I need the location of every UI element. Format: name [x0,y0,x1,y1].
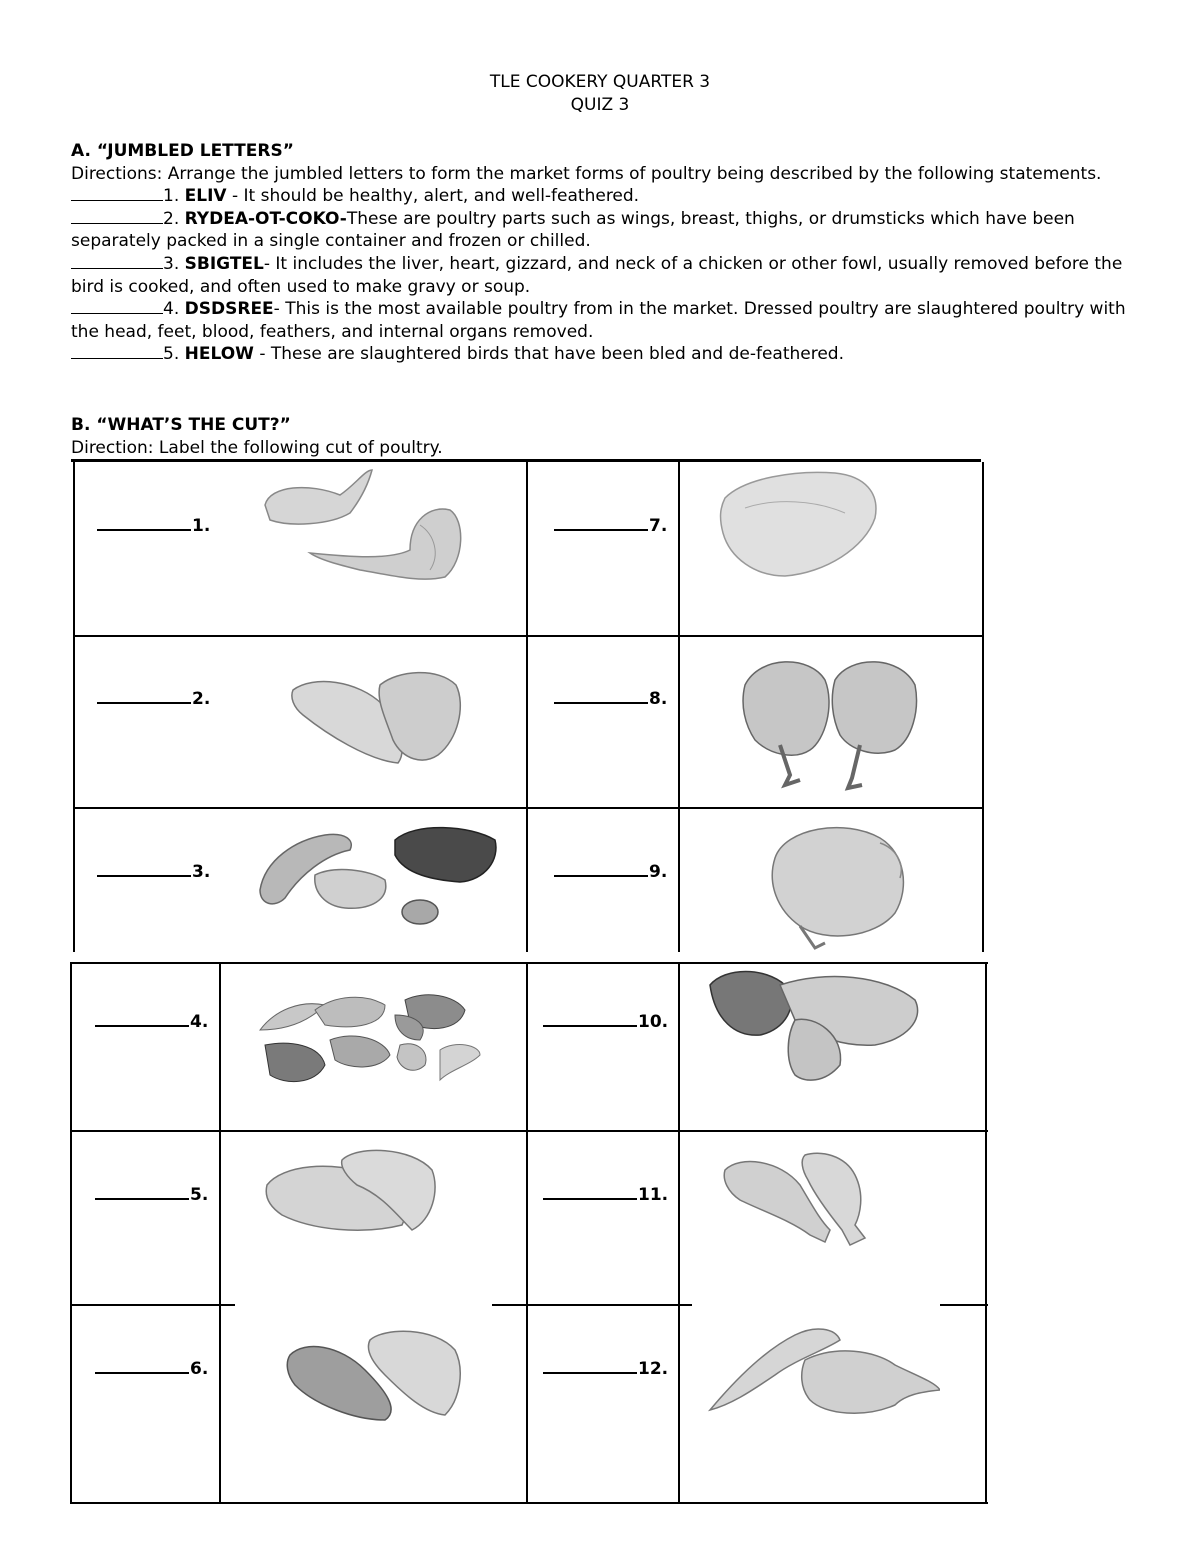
table-rule [70,962,988,964]
poultry-wings-image [705,1320,940,1420]
answer-blank[interactable] [71,185,163,201]
table-rule [70,1130,988,1132]
quiz-subtitle: QUIZ 3 [570,95,630,115]
table-rule [940,1304,988,1306]
answer-blank[interactable] [71,253,163,269]
poultry-whole-chicken-image [765,818,915,953]
table-rule [70,1304,235,1306]
cut-label-8[interactable]: 8. [554,688,667,709]
section-a [71,140,1151,366]
item-1: 1. ELIV - It should be healthy, alert, and well-feathered. [71,185,1151,208]
cut-label-2[interactable]: 2. [97,688,210,709]
table-rule [526,462,528,952]
poultry-breast-half-image [285,1325,470,1425]
cut-label-9[interactable]: 9. [554,861,667,882]
section-b-heading: B. “WHAT’S THE CUT?” [71,415,291,435]
poultry-quarter-image [705,965,925,1085]
cut-label-11[interactable]: 11. [543,1184,668,1205]
item-5: 5. HELOW - These are slaughtered birds that have been bled and de-feathered. [71,343,1151,366]
cut-label-12[interactable]: 12. [543,1358,668,1379]
answer-blank[interactable] [71,298,163,314]
section-a-directions: Directions: Arrange the jumbled letters to form the market forms of poultry being described by the following statements. [71,163,1102,184]
section-b-direction: Direction: Label the following cut of poultry. [71,437,443,458]
cut-label-7[interactable]: 7. [554,515,667,536]
table-rule [73,462,75,952]
cut-label-10[interactable]: 10. [543,1011,668,1032]
section-b [71,414,1151,459]
table-rule [985,962,987,1504]
cut-label-1[interactable]: 1. [97,515,210,536]
poultry-cutup-image [255,985,485,1090]
cut-label-3[interactable]: 3. [97,861,210,882]
quiz-title: TLE COOKERY QUARTER 3 [489,72,711,92]
cut-label-5[interactable]: 5. [95,1184,208,1205]
table-rule [982,462,984,952]
table-rule [70,1502,988,1504]
table-rule [73,635,983,637]
item-3: 3. SBIGTEL- It includes the liver, heart, gizzard, and neck of a chicken or other fowl, usually removed before the bird is cooked, and often used to make gravy or soup. [71,253,1123,297]
poultry-drumstick-image [720,1150,900,1250]
section-a-heading: A. “JUMBLED LETTERS” [71,141,294,161]
table-rule [219,962,221,1504]
answer-blank[interactable] [71,208,163,224]
table-rule [73,807,983,809]
poultry-breast-image [288,665,468,775]
cut-label-4[interactable]: 4. [95,1011,208,1032]
table-rule [70,962,72,1504]
table-rule [526,962,528,1504]
table-rule [492,1304,692,1306]
poultry-giblets-image [255,820,505,930]
poultry-wing-image [260,465,470,595]
poultry-whole-breast-image [715,468,885,578]
item-2: 2. RYDEA-OT-COKO-These are poultry parts such as wings, breast, thighs, or drumsticks which have been separately packed in a single container and frozen or chilled. [71,208,1075,252]
item-4: 4. DSDSREE- This is the most available poultry from in the market. Dressed poultry are slaughtered poultry with the head, feet, blood, feathers, and internal organs removed. [71,299,1126,342]
poultry-split-chicken-image [740,650,920,795]
table-rule [678,962,680,1504]
table-rule [678,462,680,952]
poultry-fillet-image [262,1145,442,1240]
answer-blank[interactable] [71,343,163,359]
cut-label-6[interactable]: 6. [95,1358,208,1379]
